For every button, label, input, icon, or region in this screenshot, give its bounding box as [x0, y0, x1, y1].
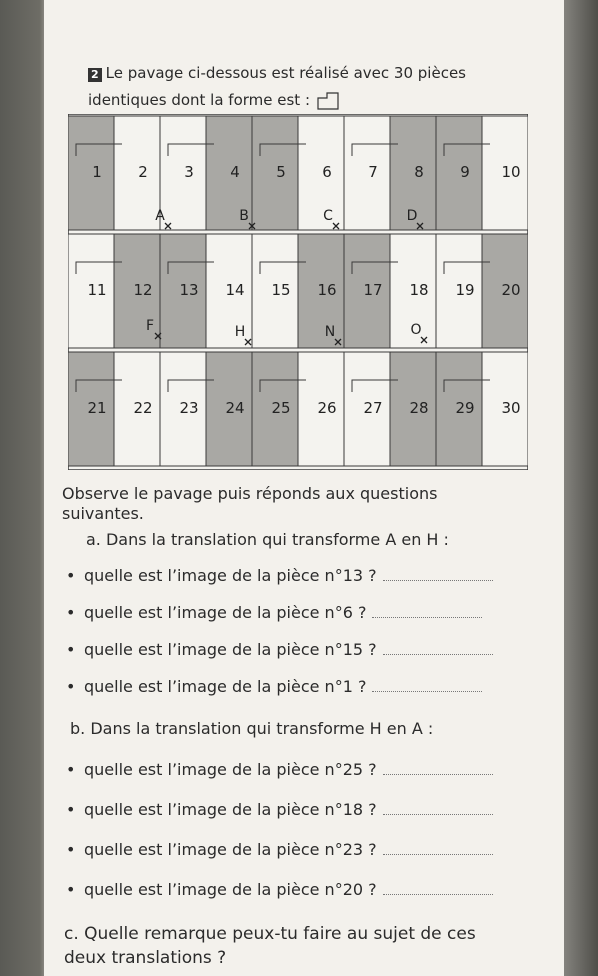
piece-number: 26: [317, 399, 337, 417]
piece-number: 11: [87, 281, 107, 299]
question-text: quelle est l’image de la pièce n°25 ?: [84, 760, 377, 779]
tiling-piece: [344, 116, 390, 230]
point-label-F: F: [145, 318, 155, 334]
piece-number: 9: [460, 163, 470, 181]
answer-blank[interactable]: [383, 813, 493, 815]
part_a-question-1: [66, 566, 493, 585]
tiling-piece: [298, 116, 344, 230]
part-c-question: [64, 922, 476, 970]
part_b-question-3: [66, 840, 493, 859]
piece-number: 14: [225, 281, 245, 299]
exercise-number: 2: [88, 68, 102, 82]
point-label-C: C: [323, 208, 333, 224]
bullet-dot: •: [66, 840, 76, 859]
piece-number: 8: [414, 163, 424, 181]
piece-shape-icon: [317, 92, 339, 110]
piece-number: 12: [133, 281, 153, 299]
piece-number: 17: [363, 281, 383, 299]
piece-number: 10: [501, 163, 521, 181]
piece-number: 20: [501, 281, 521, 299]
answer-blank[interactable]: [383, 853, 493, 855]
question-text: quelle est l’image de la pièce n°23 ?: [84, 840, 377, 859]
answer-blank[interactable]: [383, 893, 493, 895]
piece-number: 21: [87, 399, 107, 417]
part-c-line-1: c. Quelle remarque peux-tu faire au sujet de ces: [64, 924, 476, 944]
piece-number: 3: [184, 163, 194, 181]
piece-number: 19: [455, 281, 475, 299]
piece-number: 7: [368, 163, 378, 181]
point-label-B: B: [239, 208, 249, 224]
part-c-line-2: deux translations ?: [64, 948, 227, 968]
part_b-question-1: [66, 760, 493, 779]
point-label-D: D: [406, 208, 418, 224]
piece-number: 6: [322, 163, 332, 181]
piece-number: 23: [179, 399, 199, 417]
piece-number: 25: [271, 399, 291, 417]
piece-number: 2: [138, 163, 148, 181]
piece-number: 27: [363, 399, 383, 417]
part_a-question-2: [66, 603, 482, 622]
tiling-figure: [68, 114, 528, 470]
part-b-title: b. Dans la translation qui transforme H en A :: [70, 719, 434, 738]
piece-number: 5: [276, 163, 286, 181]
piece-number: 1: [92, 163, 102, 181]
tiling-piece: [68, 116, 114, 230]
part_a-question-3: [66, 640, 493, 659]
observe-instruction: [62, 484, 552, 524]
point-label-H: H: [234, 324, 246, 340]
bullet-dot: •: [66, 640, 76, 659]
part_b-question-4: [66, 880, 493, 899]
tiling-piece: [436, 116, 482, 230]
question-text: quelle est l’image de la pièce n°15 ?: [84, 640, 377, 659]
point-label-N: N: [324, 324, 336, 340]
piece-number: 30: [501, 399, 521, 417]
answer-blank[interactable]: [383, 653, 493, 655]
answer-blank[interactable]: [372, 690, 482, 692]
question-text: quelle est l’image de la pièce n°18 ?: [84, 800, 377, 819]
point-label-O: O: [410, 322, 422, 338]
answer-blank[interactable]: [383, 773, 493, 775]
question-text: quelle est l’image de la pièce n°20 ?: [84, 880, 377, 899]
question-text: quelle est l’image de la pièce n°6 ?: [84, 603, 367, 622]
point-label-A: A: [155, 208, 165, 224]
piece-number: 15: [271, 281, 291, 299]
question-text: quelle est l’image de la pièce n°1 ?: [84, 677, 367, 696]
intro-line-1: Le pavage ci-dessous est réalisé avec 30 pièces: [105, 64, 466, 82]
piece-number: 18: [409, 281, 429, 299]
piece-number: 13: [179, 281, 199, 299]
bullet-dot: •: [66, 566, 76, 585]
tiling-piece: [252, 116, 298, 230]
observe-line-2: suivantes.: [62, 504, 144, 523]
exercise-intro: [88, 60, 558, 114]
tiling-piece: [114, 116, 160, 230]
part-a-title: a. Dans la translation qui transforme A en H :: [86, 530, 449, 549]
answer-blank[interactable]: [372, 616, 482, 618]
answer-blank[interactable]: [383, 579, 493, 581]
piece-number: 16: [317, 281, 337, 299]
tiling-piece: [160, 116, 206, 230]
bullet-dot: •: [66, 603, 76, 622]
bullet-dot: •: [66, 760, 76, 779]
piece-number: 4: [230, 163, 240, 181]
question-text: quelle est l’image de la pièce n°13 ?: [84, 566, 377, 585]
part_a-question-4: [66, 677, 482, 696]
piece-number: 29: [455, 399, 475, 417]
piece-number: 22: [133, 399, 153, 417]
intro-line-2: identiques dont la forme est :: [88, 91, 311, 109]
part_b-question-2: [66, 800, 493, 819]
piece-number: 28: [409, 399, 429, 417]
observe-line-1: Observe le pavage puis réponds aux questions: [62, 484, 438, 503]
bullet-dot: •: [66, 677, 76, 696]
piece-number: 24: [225, 399, 245, 417]
bullet-dot: •: [66, 800, 76, 819]
bullet-dot: •: [66, 880, 76, 899]
